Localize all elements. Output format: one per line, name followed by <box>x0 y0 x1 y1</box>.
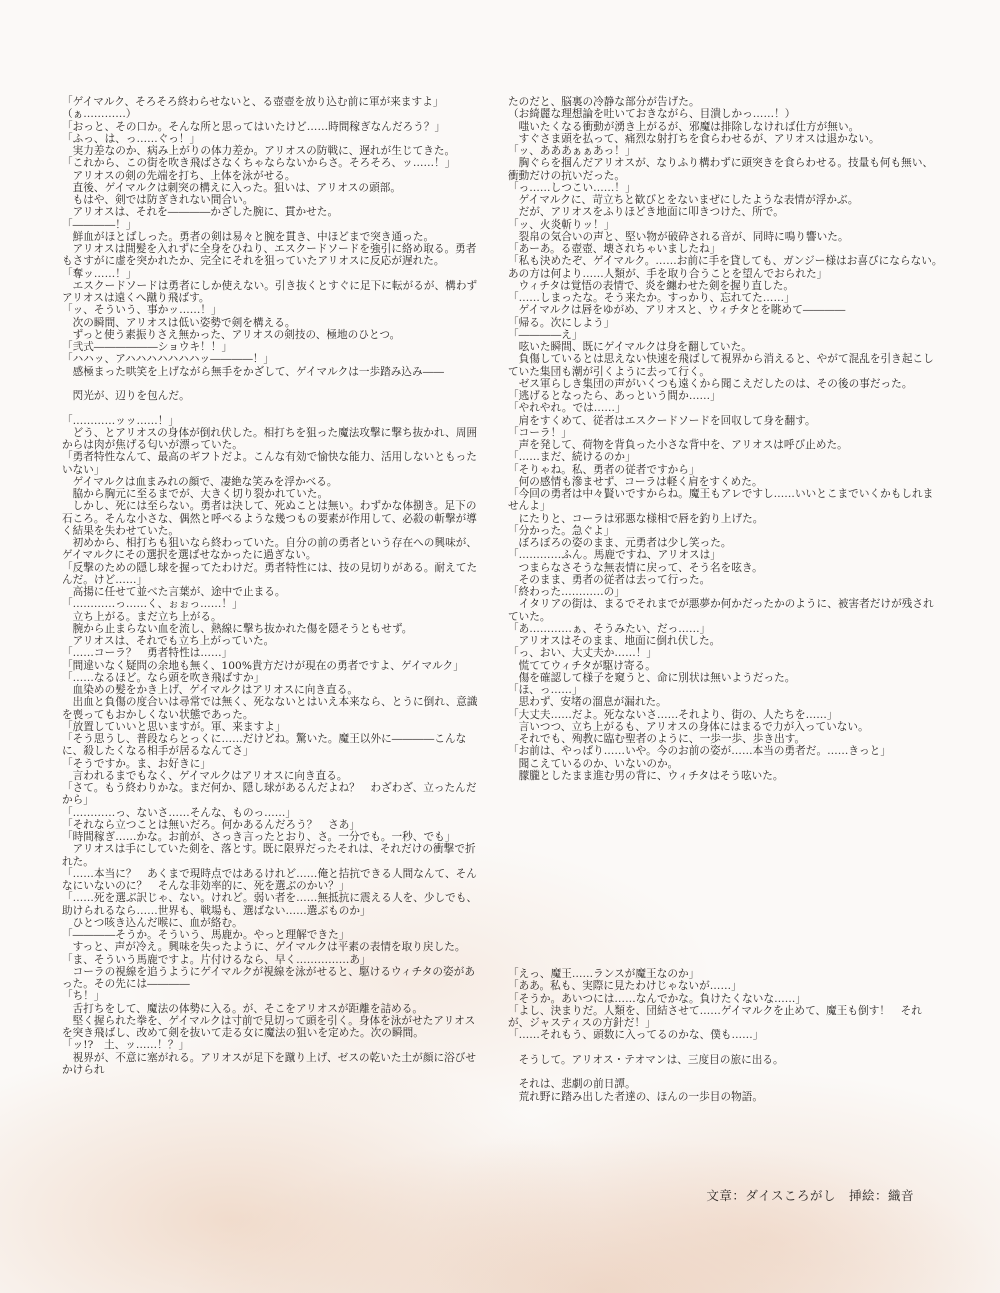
paragraph: ウィチタは覚悟の表情で、炎を纏わせた剣を握り直した。 <box>508 279 795 292</box>
paragraph: そのまま、勇者の従者は去って行った。 <box>508 573 711 586</box>
paragraph: 負傷しているとは思えない快速を飛ばして視界から消えると、やがて混乱を引き起こしていた集団も潮が引くように去って行く。 <box>508 353 934 378</box>
paragraph: 朦朧としたまま進む男の背に、ウィチタはそう呟いた。 <box>508 769 784 782</box>
paragraph: 「…………っ、ないさ……そんな、ものっ……」 <box>62 806 297 819</box>
paragraph: 感極まった哄笑を上げながら無手をかざして、ゲイマルクは一歩踏み込み―― <box>62 365 445 378</box>
paragraph: 「逃げるとなったら、あっという間か……」 <box>508 390 721 402</box>
paragraph: 「そう思うし、普段ならとっくに……だけどね。驚いた。魔王以外に――――こんなに、殺したくなる相手が居るなんてさ」 <box>62 733 467 758</box>
paragraph: 「ッ!? 土、ッ……！？」 <box>62 1039 190 1052</box>
text-column-right-top <box>508 96 943 782</box>
paragraph: 実力差なのか、病み上がりの体力差か。アリオスの防戦に、遅れが生じてきた。 <box>62 145 456 157</box>
paragraph: 「…………ッッ……！」 <box>62 414 180 427</box>
paragraph: 腕から止まらない血を流し、熱線に撃ち抜かれた傷を隠そうともせず。 <box>62 622 413 635</box>
paragraph: つまらなさそうな無表情に戻って、そう名を呟き。 <box>508 561 763 574</box>
paragraph: 嗤いたくなる衝動が湧き上がるが、邪魔は排除しなければ仕方が無い。 <box>508 120 860 133</box>
paragraph: アリオスは、それを――――かざした腕に、貫かせた。 <box>62 206 339 219</box>
paragraph: エスクードソードは勇者にしか使えない。引き抜くとすぐに足下に転がるが、構わずアリオスは遠くへ蹴り飛ばす。 <box>62 279 478 304</box>
paragraph: アリオスは間髪を入れずに全身をひねり、エスクードソードを強引に絡め取る。勇者もさすがに虚を突かれたか、完全にそれを狙っていたアリオスに反応が遅れた。 <box>62 243 477 268</box>
paragraph: 閃光が、辺りを包んだ。 <box>62 390 190 402</box>
text-column-right-bottom <box>508 968 943 1103</box>
paragraph: 「……コーラ？ 勇者特性は……」 <box>62 647 233 660</box>
paragraph: イタリアの街は、まるでそれまでが悪夢か何かだったかのように、被害者だけが残されていた。 <box>508 598 934 623</box>
paragraph: 傷を確認して様子を窺うと、命に別状は無いようだった。 <box>508 671 796 684</box>
paragraph: 直後、ゲイマルクは刺突の構えに入った。狙いは、アリオスの頭部。 <box>62 181 402 194</box>
paragraph: たのだと、脳裏の冷静な部分が告げた。 <box>508 96 700 108</box>
paragraph: 「……それもう、頭数に入ってるのかな、僕も……」 <box>508 1029 764 1042</box>
paragraph: （ぁ…………） <box>62 108 137 121</box>
paragraph: 「勇者特性なんて、最高のギフトだよ。こんな有効で愉快な能力、活用しないともったいない」 <box>62 451 477 476</box>
paragraph: 「弐式――――――ショウキ！！」 <box>62 341 233 353</box>
paragraph: 「っ、おい、大丈夫か……！」 <box>508 647 658 660</box>
paragraph: 「えっ、魔王……ランスが魔王なのか」 <box>508 968 700 980</box>
paragraph: 「これから、この街を吹き飛ばさなくちゃならないからさ。そろそろ、ッ……！」 <box>62 157 456 170</box>
paragraph: そうして。アリオス・テオマンは、三度目の旅に出る。 <box>508 1053 784 1066</box>
paragraph: 「分かった。急ぐよ」 <box>508 524 615 537</box>
paragraph: 「放置していいと思いますが。軍、来ますよ」 <box>62 720 286 733</box>
paragraph: 「ッ、火炎斬りッ！」 <box>508 218 615 231</box>
paragraph: 「ッ、あああぁぁあっ！」 <box>508 145 636 157</box>
paragraph: 「ま、そういう馬鹿ですよ。片付けるなら、早く……………あ」 <box>62 953 371 966</box>
paragraph: 「ッ、そういう、事かッ……！」 <box>62 304 222 317</box>
author-credit: 文章：ダイスころがし 挿絵：織音 <box>706 1188 914 1203</box>
paragraph: 「……なるほど。なら頭を吹き飛ばすか」 <box>62 671 265 684</box>
paragraph: 「コーラ！」 <box>508 426 572 439</box>
paragraph: 「ち！」 <box>62 990 105 1003</box>
paragraph: コーラの視線を追うようにゲイマルクが視線を泳がせると、駆けるウィチタの姿があった。その先には―――― <box>62 965 475 990</box>
paragraph: 思わず、安堵の溜息が漏れた。 <box>508 696 667 709</box>
paragraph: 血染めの髪をかき上げ、ゲイマルクはアリオスに向き直る。 <box>62 684 359 696</box>
paragraph: 「今回の勇者は中々賢いですからね。魔王もアレですし……いいとこまでいくかもしれませんよ」 <box>508 488 934 513</box>
paragraph: 初めから、相打ちも狙いなら終わっていた。自分の前の勇者という存在への興味が、ゲイマルクにその選択を選ばせなかったに過ぎない。 <box>62 537 477 562</box>
paragraph: 「ほ、っ……」 <box>508 684 583 696</box>
paragraph: 何の感情も滲ませず、コーラは軽く肩をすくめた。 <box>508 475 763 488</box>
paragraph: 「――――え」 <box>508 328 583 341</box>
paragraph: アリオスはそのまま、地面に倒れ伏した。 <box>508 635 721 647</box>
paragraph: 「そうですか。ま、お好きに」 <box>62 757 212 770</box>
paragraph: ひとつ咳き込んだ喉に、血が絡む。 <box>62 916 243 929</box>
paragraph: 言われるまでもなく、ゲイマルクはアリオスに向き直る。 <box>62 769 348 782</box>
paragraph: 出血と負傷の度合いは尋常では無く、死なないとはいえ本来なら、とうに倒れ、意識を喪ってもおかしくない状態であった。 <box>62 696 478 721</box>
paragraph: すぐさま頭を払って、痛烈な射打ちを食らわせるが、アリオスは退かない。 <box>508 132 880 145</box>
text-column-left <box>62 96 480 1076</box>
paragraph <box>62 402 480 414</box>
paragraph: 鮮血がほとばしった。勇者の剣は易々と腕を貫き、中ほどまで突き通った。 <box>62 230 435 243</box>
paragraph: 「大丈夫……だよ。死なないさ……それより、街の、人たちを……」 <box>508 708 838 721</box>
paragraph: アリオスは手にしていた剣を、落とす。既に限界だったそれは、それだけの衝撃で折れた。 <box>62 843 476 868</box>
paragraph: 裂帛の気合いの声と、堅い物が破砕される音が、同時に鳴り響いた。 <box>508 230 849 243</box>
paragraph: 言いつつ、立ち上がるも、アリオスの身体にはまるで力が入っていない。 <box>508 720 869 733</box>
paragraph: 「よし、決まりだ。人類を、団結させて……ゲイマルクを止めて、魔王も倒す！ それが、ジャスティスの方針だ！」 <box>508 1004 922 1029</box>
paragraph: 「反撃のための隠し球を握ってたわけだ。勇者特性には、技の見切りがある。耐えてたんだ。けど……」 <box>62 561 478 586</box>
paragraph: だが、アリオスをふりほどき地面に叩きつけた、所で。 <box>508 206 784 219</box>
paragraph: 「終わった…………の」 <box>508 586 625 598</box>
paragraph: 堅く握られた拳を、ゲイマルクは寸前で見切って頭を引く。身体を泳がせたアリオスを突き飛ばし、改めて剣を抜いて走る女に魔法の狙いを定めた。次の瞬間。 <box>62 1014 476 1039</box>
paragraph: どう、とアリオスの身体が倒れ伏した。相打ちを狙った魔法攻撃に撃ち抜かれ、周囲からは肉が焦げる匂いが漂っていた。 <box>62 426 478 451</box>
paragraph: 「私も決めたぞ、ゲイマルク。……お前に手を貸しても、ガンジー様はお喜びにならない。あの方は何より……人類が、手を取り合うことを望んでおられた」 <box>508 255 943 280</box>
paragraph: 次の瞬間、アリオスは低い姿勢で剣を構える。 <box>62 316 296 329</box>
paragraph: 脇から胸元に至るまでが、大きく切り裂かれていた。 <box>62 488 329 500</box>
paragraph: それは、悲劇の前日譚。 <box>508 1078 636 1091</box>
paragraph: ずっと使う素振りさえ無かった、アリオスの剣技の、極地のひとつ。 <box>62 328 401 341</box>
paragraph: 「……しまったな。そう来たか。すっかり、忘れてた……」 <box>508 292 795 304</box>
paragraph <box>62 378 480 390</box>
paragraph: それでも、殉教に臨む聖者のように、一歩一歩、歩き出す。 <box>508 733 806 745</box>
paragraph: 立ち上がる。まだ立ち上がる。 <box>62 610 222 623</box>
paragraph: 「……死を選ぶ訳じゃ、ない。けれど。弱い者を……無抵抗に震える人を、少しでも、助けられるなら……世界も、戦場も、選ばない……選ぶものか」 <box>62 892 478 917</box>
paragraph: 声を発して、荷物を背負った小さな背中を、アリオスは呼び止めた。 <box>508 439 848 451</box>
paragraph: 「間違いなく疑問の余地も無く、100%貴方だけが現在の勇者ですよ、ゲイマルク」 <box>62 659 464 672</box>
paragraph: 「…………っ……く、ぉぉっ……！」 <box>62 598 243 611</box>
paragraph: 呟いた瞬間、既にゲイマルクは身を翻していた。 <box>508 341 752 353</box>
paragraph: 「あ…………ぁ、そうみたい、だっ……」 <box>508 622 711 635</box>
paragraph: 視界が、不意に塞がれる。アリオスが足下を蹴り上げ、ゼスの乾いた土が顔に浴びせかけられ <box>62 1051 477 1076</box>
paragraph: ゲイマルクに、苛立ちと歓びとをないまぜにしたような表情が浮かぶ。 <box>508 194 859 206</box>
paragraph: ゲイマルクは唇をゆがめ、アリオスと、ウィチタとを眺めて―――― <box>508 304 846 317</box>
paragraph: 「ゲイマルク、そろそろ終わらせないと、る壺壺を放り込む前に軍が来ますよ」 <box>62 96 444 108</box>
paragraph: すっと、声が冷え。興味を失ったように、ゲイマルクは平素の表情を取り戻した。 <box>62 941 466 954</box>
paragraph: 「おっと、その口か。そんな所と思ってはいたけど……時間稼ぎなんだろう？」 <box>62 120 446 133</box>
paragraph: 胸ぐらを掴んだアリオスが、なりふり構わずに頭突きを食らわせる。技量も何も無い、衝動だけの抗いだった。 <box>508 157 934 182</box>
paragraph: 「――――！」 <box>62 218 137 231</box>
paragraph: にたりと、コーラは邪悪な様相で唇を釣り上げた。 <box>508 512 764 525</box>
paragraph: 「ふっ、は、っ……ぐっ！」 <box>62 132 201 145</box>
paragraph: 「帰る。次にしよう」 <box>508 316 615 329</box>
paragraph: アリオスは、それでも立ち上がっていた。 <box>62 635 275 647</box>
paragraph: 「さて。もう終わりかな。まだ何か、隠し球があるんだよね？ わざわざ、立ったんだから」 <box>62 782 477 807</box>
paragraph: 「お前は、やっぱり……いや。今のお前の姿が……本当の勇者だ。……きっと」 <box>508 745 891 758</box>
paragraph: 「……本当に？ あくまで現時点ではあるけれど……俺と拮抗できる人間なんて、そんなにいないのに？ そんな非効率的に、死を選ぶのかい？」 <box>62 867 477 892</box>
paragraph: ゲイマルクは血まみれの顔で、凄絶な笑みを浮かべる。 <box>62 475 338 488</box>
paragraph: 「そうか。あいつには……なんでかな。負けたくないな……」 <box>508 992 807 1005</box>
paragraph: 慌ててウィチタが駆け寄る。 <box>508 659 656 672</box>
paragraph <box>508 1042 943 1054</box>
paragraph: もはや、剣では防ぎきれない間合い。 <box>62 194 254 206</box>
paragraph: 聞こえているのか、いないのか。 <box>508 757 679 770</box>
paragraph: アリオスの剣の先端を打ち、上体を泳がせる。 <box>62 169 296 182</box>
paragraph: 肩をすくめて、従者はエスクードソードを回収して身を翻す。 <box>508 414 816 427</box>
paragraph: 高揚に任せて並べた言葉が、途中で止まる。 <box>62 586 286 598</box>
paragraph: 「それなら立つことは無いだろ。何かあるんだろう？ さあ」 <box>62 818 361 831</box>
paragraph: 「――――そうか。そういう、馬鹿か。やっと理解できた」 <box>62 929 350 941</box>
paragraph: 「あーあ。る壺壺、壊されちゃいましたね」 <box>508 243 721 255</box>
paragraph: 「……まだ、続けるのか」 <box>508 451 636 464</box>
paragraph: 荒れ野に踏み出した者達の、ほんの一歩目の物語。 <box>508 1090 764 1103</box>
paragraph: ぼろぼろの姿のまま、元勇者は少し笑った。 <box>508 537 732 549</box>
paragraph: （お綺麗な理想論を吐いておきながら、目潰しかっ……！） <box>508 108 796 121</box>
paragraph <box>508 1066 943 1078</box>
paragraph: しかし、死には至らない。勇者は決して、死ぬことは無い。わずかな体捌き。足下の石ころ。そんな小さな、偶然と呼べるような幾つもの要素が作用して、必殺の斬撃が導く結果を失わせていた。 <box>62 500 477 537</box>
paragraph: 「奪ッ……！」 <box>62 267 137 280</box>
paragraph: 「そりゃね。私、勇者の従者ですから」 <box>508 463 700 476</box>
paragraph: 「っ……しつこい……！」 <box>508 181 636 194</box>
paragraph: ゼス軍らしき集団の声がいくつも遠くから聞こえだしたのは、その後の事だった。 <box>508 377 913 390</box>
paragraph: 「時間稼ぎ……かな。お前が、さっき言ったとおり、さ。一分でも。一秒、でも」 <box>62 831 456 843</box>
paragraph: 「…………ふん。馬鹿ですね、アリオスは」 <box>508 549 721 562</box>
paragraph: 舌打ちをして、魔法の体勢に入る。が、そこをアリオスが距離を詰める。 <box>62 1002 424 1015</box>
paragraph: 「ああ。私も、実際に見たわけじゃないが……」 <box>508 980 742 993</box>
paragraph: 「やれやれ。では……」 <box>508 402 626 415</box>
paragraph: 「ハハッ、アハハハハハハハッ――――！」 <box>62 353 275 366</box>
